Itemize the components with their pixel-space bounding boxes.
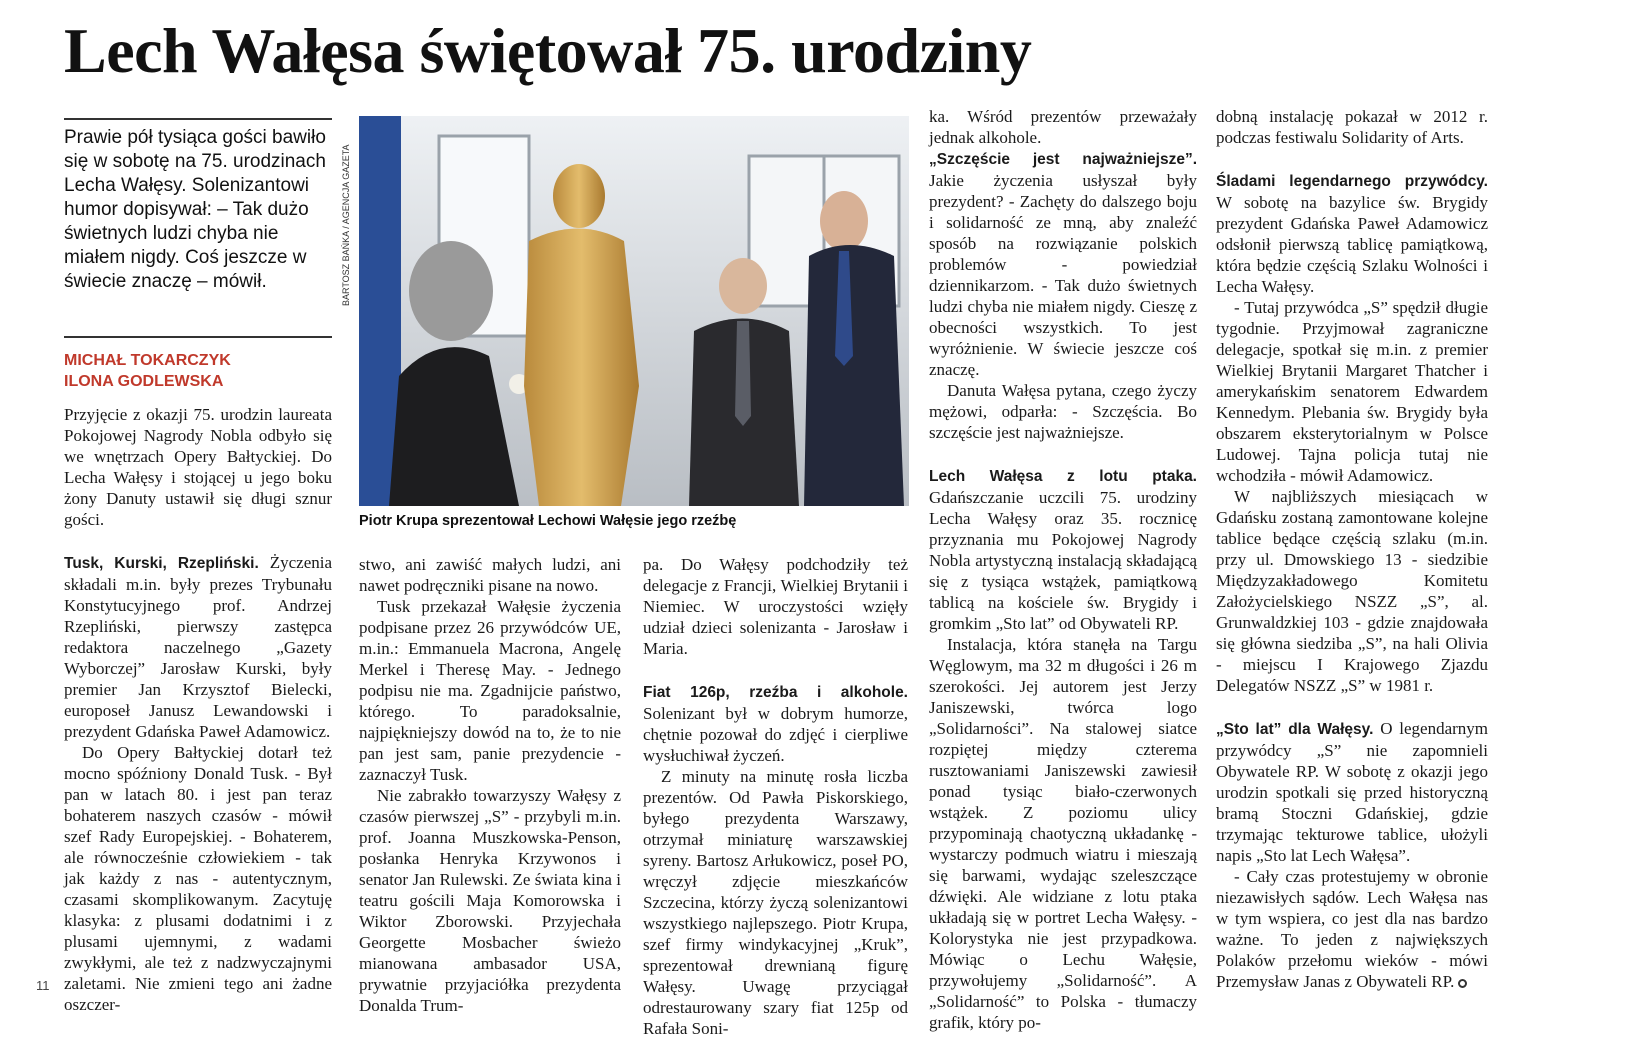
byline bbox=[64, 350, 332, 392]
photo-caption: Piotr Krupa sprezentował Lechowi Wałęsie jego rzeźbę bbox=[359, 513, 737, 529]
section-1-text: Życzenia składali m.in. były prezes Trybunału Konstytucyjnego prof. Andrzej Rzepliński, pierwszy zastępca redaktora naczelnego „Gazety Wyborczej” Jarosław Kurski, były premier Jan Krzysztof Bielecki, europoseł Janusz Lewandowski i prezydent Gdańska Paweł Adamowicz. bbox=[64, 553, 333, 741]
paragraph: Nie zabrakło towarzyszy Wałęsy z czasów pierwszej „S” - przybyli m.in. prof. Joanna Muszkowska-Penson, posłanka Henryka Krzywonos i senator Jan Rulewski. Ze świata kina i teatru gościli Maja Komorowska i Wiktor Zborowski. Przyjechała Georgette Mosbacher świeżo mianowana ambasador USA, prywatnie przyjaciółka prezydenta Donalda Trum- bbox=[359, 786, 621, 1015]
lead-top-rule bbox=[64, 118, 332, 120]
quote-section-text: Jakie życzenia usłyszał były prezydent? - Zachęty do dalszego boju i solidarność ze mną, aby znaleźć sposób na rozwiązanie polskich problemów - powiedział dziennikarzom. - Tak dużo świetnych ludzi chyba nie miałem nigdy. Cieszę z obecności wszystkich. To jest wyróżnienie. W świecie jeszcze coś znaczę. bbox=[929, 171, 1197, 379]
column-2 bbox=[359, 554, 621, 1016]
section-5-heading: „Sto lat” dla Wałęsy. bbox=[1216, 721, 1374, 738]
quote-section-heading: „Szczęście jest najważniejsze”. bbox=[929, 151, 1197, 168]
paragraph: Do Opery Bałtyckiej dotarł też mocno spóźniony Donald Tusk. - Był pan w latach 80. i jest pan teraz bohaterem naszych czasów - mówił szef Rady Europejskiej. - Bohaterem, ale równocześnie człowiekiem - tak jak każdy z nas - autentycznym, czasami skomplikowanym. Zacytuję klasyka: z plusami dodatnimi i z plusami ujemnymi, z wadami zwykłymi, ale też z nadzwyczajnymi zaletami. Nie zmieni tego ani żadne oszczer- bbox=[64, 743, 332, 1014]
section-4-text: W sobotę na bazylice św. Brygidy prezydent Gdańska Paweł Adamowicz odsłonił pierwszą tablicę pamiątkową, która będzie częścią Szlaku Wolności i Lecha Wałęsy. bbox=[1216, 193, 1488, 296]
final-text: - Cały czas protestujemy w obronie niezawisłych sądów. Lech Wałęsa nas w tym wspiera, co jest dla nas bardzo ważne. To jeden z największych Polaków przełomu wieków - mówi Przemysław Janas z Obywateli RP. bbox=[1216, 867, 1488, 991]
paragraph: Tusk przekazał Wałęsie życzenia podpisane przez 26 przywódców UE, m.in.: Emmanuela Macrona, Angelę Merkel i Theresę May. - Jednego podpisu nie ma. Zgadnijcie państwo, którego. To paradoksalnie, najpiękniejszy dowód na to, że to nie pan jest sam, panie prezydencie - zaznaczył Tusk. bbox=[359, 597, 621, 784]
author-2: ILONA GODLEWSKA bbox=[64, 373, 224, 390]
photo-illustration bbox=[359, 116, 909, 506]
page-number: 11 bbox=[36, 978, 50, 993]
lead-paragraph: Prawie pół tysiąca gości bawiło się w sobotę na 75. urodzinach Lecha Wałęsy. Solenizantowi humor dopisywał: – Tak dużo świetnych ludzi chyba nie miałem nigdy. Coś jeszcze w świecie znaczę – mówił. bbox=[64, 127, 326, 292]
event-photo bbox=[359, 116, 909, 506]
paragraph: ka. Wśród prezentów przeważały jednak alkohole. bbox=[929, 107, 1197, 147]
section-3-paragraph bbox=[929, 465, 1197, 634]
intro-paragraph: Przyjęcie z okazji 75. urodzin laureata Pokojowej Nagrody Nobla odbyło się we wnętrzach Opery Bałtyckiej. Do Lecha Wałęsy i stojącej u jego boku żony Danuty ustawił się długi sznur gości. bbox=[64, 405, 332, 529]
section-3-text: Gdańszczanie uczcili 75. urodziny Lecha Wałęsy oraz 35. rocznicę przyznania mu Pokojowej Nagrody Nobla artystyczną instalacją składającą się z tysiąca wstążek, pamiątkową tablicą na kościele św. Brygidy i gromkim „Sto lat” od Obywateli RP. bbox=[929, 488, 1197, 633]
paragraph: - Tutaj przywódca „S” spędził długie tygodnie. Przyjmował zagraniczne delegacje, spotkał się m.in. z premier Wielkiej Brytanii Margaret Thatcher i amerykańskim senatorem Edwardem Kennedym. Plebania św. Brygidy była obszarem eksterytorialnym w Polsce Ludowej. Tajna policja tutaj nie wchodziła - mówił Adamowicz. bbox=[1216, 298, 1488, 485]
paragraph: dobną instalację pokazał w 2012 r. podczas festiwalu Solidarity of Arts. bbox=[1216, 107, 1488, 147]
end-mark-icon bbox=[1458, 979, 1467, 988]
column-4 bbox=[929, 106, 1197, 1033]
column-1 bbox=[64, 404, 332, 1015]
section-2-paragraph bbox=[643, 681, 908, 766]
column-3 bbox=[643, 554, 908, 1039]
quote-section-paragraph bbox=[929, 148, 1197, 380]
section-1-heading: Tusk, Kurski, Rzepliński. bbox=[64, 555, 259, 572]
section-4-heading: Śladami legendarnego przywódcy. bbox=[1216, 173, 1488, 190]
section-3-heading: Lech Wałęsa z lotu ptaka. bbox=[929, 468, 1197, 485]
section-5-paragraph bbox=[1216, 718, 1488, 866]
section-2-text: Solenizant był w dobrym humorze, chętnie pozował do zdjęć i cierpliwe wysłuchiwał życzeń. bbox=[643, 704, 908, 765]
section-5-text: O legendarnym przywódcy „S” nie zapomnieli Obywatele RP. W sobotę z okazji jego urodzin spotkali się przed historyczną bramą Stoczni Gdańskiej, gdzie trzymając tekturowe tablice, ułożyli napis „Sto lat Lech Wałęsa”. bbox=[1216, 719, 1489, 865]
headline: Lech Wałęsa świętował 75. urodziny bbox=[64, 15, 1032, 86]
paragraph: stwo, ani zawiść małych ludzi, ani nawet podręczniki pisane na nowo. bbox=[359, 555, 621, 595]
section-1-paragraph bbox=[64, 552, 332, 742]
column-5 bbox=[1216, 106, 1488, 992]
final-paragraph bbox=[1216, 866, 1488, 992]
paragraph: W najbliższych miesiącach w Gdańsku zostaną zamontowane kolejne tablice będące częścią szlaku (m.in. przy ul. Dmowskiego 13 - siedzibie Międzyzakładowego Komitetu Założycielskiego NSZZ „S”, al. Grunwaldzkiej 103 - gdzie znajdowała się główna siedziba „S”, na hali Olivia - miejscu I Krajowego Zjazdu Delegatów NSZZ „S” w 1981 r. bbox=[1216, 487, 1488, 695]
section-4-paragraph bbox=[1216, 170, 1488, 297]
paragraph: Z minuty na minutę rosła liczba prezentów. Od Pawła Piskorskiego, byłego prezydenta Warszawy, otrzymał miniaturę warszawskiej syreny. Bartosz Arłukowicz, poseł PO, wręczył zdjęcie mieszkańców Szczecina, którzy życzą solenizantowi wszystkiego najlepszego. Piotr Krupa, szef firmy windykacyjnej „Kruk”, sprezentował drewnianą figurę Wałęsy. Uwagę przyciągał odrestaurowany szary fiat 125p od Rafała Soni- bbox=[643, 767, 908, 1038]
section-2-heading: Fiat 126p, rzeźba i alkohole. bbox=[643, 684, 908, 701]
photo-credit: BARTOSZ BAŃKA / AGENCJA GAZETA bbox=[341, 144, 351, 306]
author-1: MICHAŁ TOKARCZYK bbox=[64, 352, 231, 369]
paragraph: Instalacja, która stanęła na Targu Węglowym, ma 32 m długości i 26 m szerokości. Jej autorem jest Jerzy Janiszewski, twórca logo „Solidarności”. Na stalowej siatce rozpiętej między czterema rusztowaniami Janiszewski zawiesił ponad tysiąc biało-czerwonych wstążek. Z poziomu ulicy przypominają chaotyczną układankę - wystarczy podmuch wiatru i mieszają się barwami, wydając szeleszczące dźwięki. Ale widziane z lotu ptaka układają się w portret Lecha Wałęsy. - Kolorystyka nie jest przypadkowa. Mówiąc o Lechu Wałęsie, przywołujemy „Solidarność”. A „Solidarność” to Polska - tłumaczy grafik, który po- bbox=[929, 635, 1197, 1032]
lead-bottom-rule bbox=[64, 336, 332, 338]
paragraph: pa. Do Wałęsy podchodziły też delegacje z Francji, Wielkiej Brytanii i Niemiec. W uroczystości wzięły udział dzieci solenizanta - Jarosław i Maria. bbox=[643, 555, 908, 658]
paragraph: Danuta Wałęsa pytana, czego życzy mężowi, odparła: - Szczęścia. Bo szczęście jest najważniejsze. bbox=[929, 381, 1197, 442]
